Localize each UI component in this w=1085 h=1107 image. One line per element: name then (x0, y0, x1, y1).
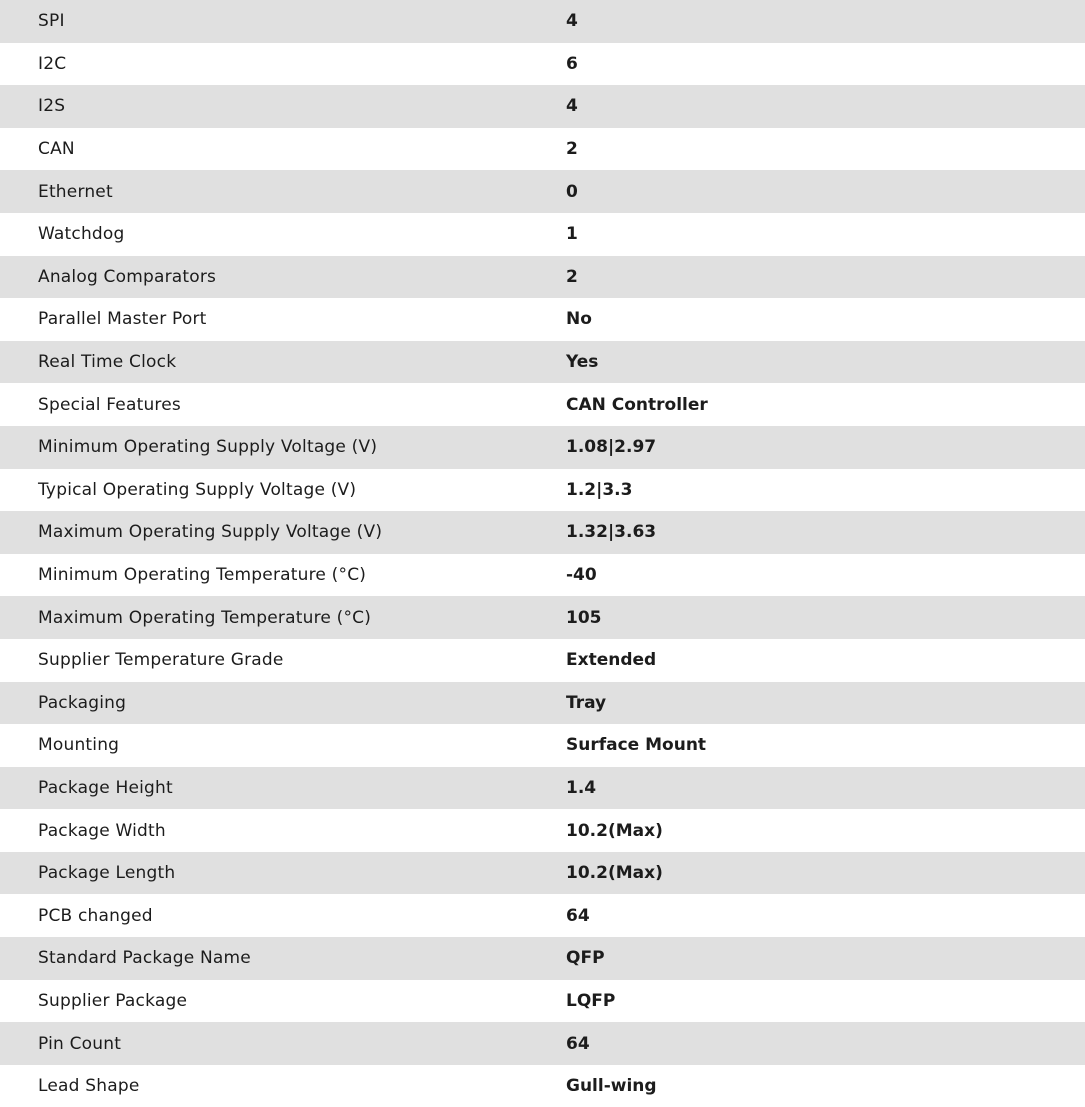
spec-label: Minimum Operating Supply Voltage (V) (38, 437, 378, 458)
spec-label: Pin Count (38, 1033, 122, 1054)
spec-value: 1.4 (566, 777, 597, 798)
spec-value: 1.08|2.97 (566, 437, 657, 458)
spec-value: Surface Mount (566, 735, 707, 756)
spec-row (0, 682, 1085, 725)
spec-label: Package Height (38, 777, 173, 798)
spec-label: SPI (38, 11, 65, 32)
spec-label: Minimum Operating Temperature (°C) (38, 565, 367, 586)
spec-row (0, 937, 1085, 980)
spec-label: Supplier Package (38, 990, 188, 1011)
spec-value: Yes (566, 352, 599, 373)
spec-value: CAN Controller (566, 394, 708, 415)
spec-row (0, 554, 1085, 597)
spec-value: 2 (566, 139, 578, 160)
spec-row (0, 170, 1085, 213)
spec-label: Analog Comparators (38, 266, 217, 287)
spec-label: Standard Package Name (38, 948, 251, 969)
spec-label: Ethernet (38, 181, 113, 202)
spec-row (0, 341, 1085, 384)
spec-value: 6 (566, 53, 578, 74)
spec-label: Lead Shape (38, 1076, 140, 1097)
spec-row (0, 1022, 1085, 1065)
spec-row (0, 0, 1085, 43)
spec-row (0, 469, 1085, 512)
spec-label: Parallel Master Port (38, 309, 207, 330)
spec-label: Real Time Clock (38, 352, 177, 373)
spec-label: Package Width (38, 820, 166, 841)
spec-value: 2 (566, 266, 578, 287)
spec-label: Packaging (38, 692, 127, 713)
spec-value: 10.2(Max) (566, 863, 663, 884)
spec-row (0, 256, 1085, 299)
spec-value: 64 (566, 1033, 590, 1054)
spec-label: Mounting (38, 735, 120, 756)
spec-row (0, 852, 1085, 895)
spec-label: I2C (38, 53, 67, 74)
spec-value: 0 (566, 181, 578, 202)
spec-value: 4 (566, 11, 578, 32)
spec-row (0, 85, 1085, 128)
spec-label: I2S (38, 96, 66, 117)
spec-value: 1.32|3.63 (566, 522, 657, 543)
spec-row (0, 809, 1085, 852)
spec-value: QFP (566, 948, 605, 969)
spec-row (0, 894, 1085, 937)
spec-label: Special Features (38, 394, 181, 415)
spec-row (0, 426, 1085, 469)
spec-row (0, 213, 1085, 256)
spec-value: 10.2(Max) (566, 820, 663, 841)
spec-value: Gull-wing (566, 1076, 657, 1097)
spec-value: -40 (566, 565, 597, 586)
spec-row (0, 511, 1085, 554)
spec-label: Typical Operating Supply Voltage (V) (38, 479, 357, 500)
spec-value: 1 (566, 224, 578, 245)
spec-row (0, 1065, 1085, 1107)
spec-label: Watchdog (38, 224, 125, 245)
spec-value: No (566, 309, 592, 330)
spec-row (0, 128, 1085, 171)
spec-label: CAN (38, 139, 75, 160)
spec-value: 105 (566, 607, 602, 628)
spec-row (0, 639, 1085, 682)
spec-value: LQFP (566, 990, 616, 1011)
spec-row (0, 767, 1085, 810)
spec-label: PCB changed (38, 905, 153, 926)
spec-label: Maximum Operating Supply Voltage (V) (38, 522, 383, 543)
spec-row (0, 980, 1085, 1023)
spec-row (0, 596, 1085, 639)
spec-label: Maximum Operating Temperature (°C) (38, 607, 372, 628)
spec-row (0, 43, 1085, 86)
spec-row (0, 298, 1085, 341)
spec-row (0, 724, 1085, 767)
spec-label: Package Length (38, 863, 176, 884)
spec-row (0, 383, 1085, 426)
spec-value: 64 (566, 905, 590, 926)
spec-value: 4 (566, 96, 578, 117)
spec-value: Extended (566, 650, 657, 671)
spec-label: Supplier Temperature Grade (38, 650, 284, 671)
spec-value: Tray (566, 692, 607, 713)
spec-value: 1.2|3.3 (566, 479, 633, 500)
